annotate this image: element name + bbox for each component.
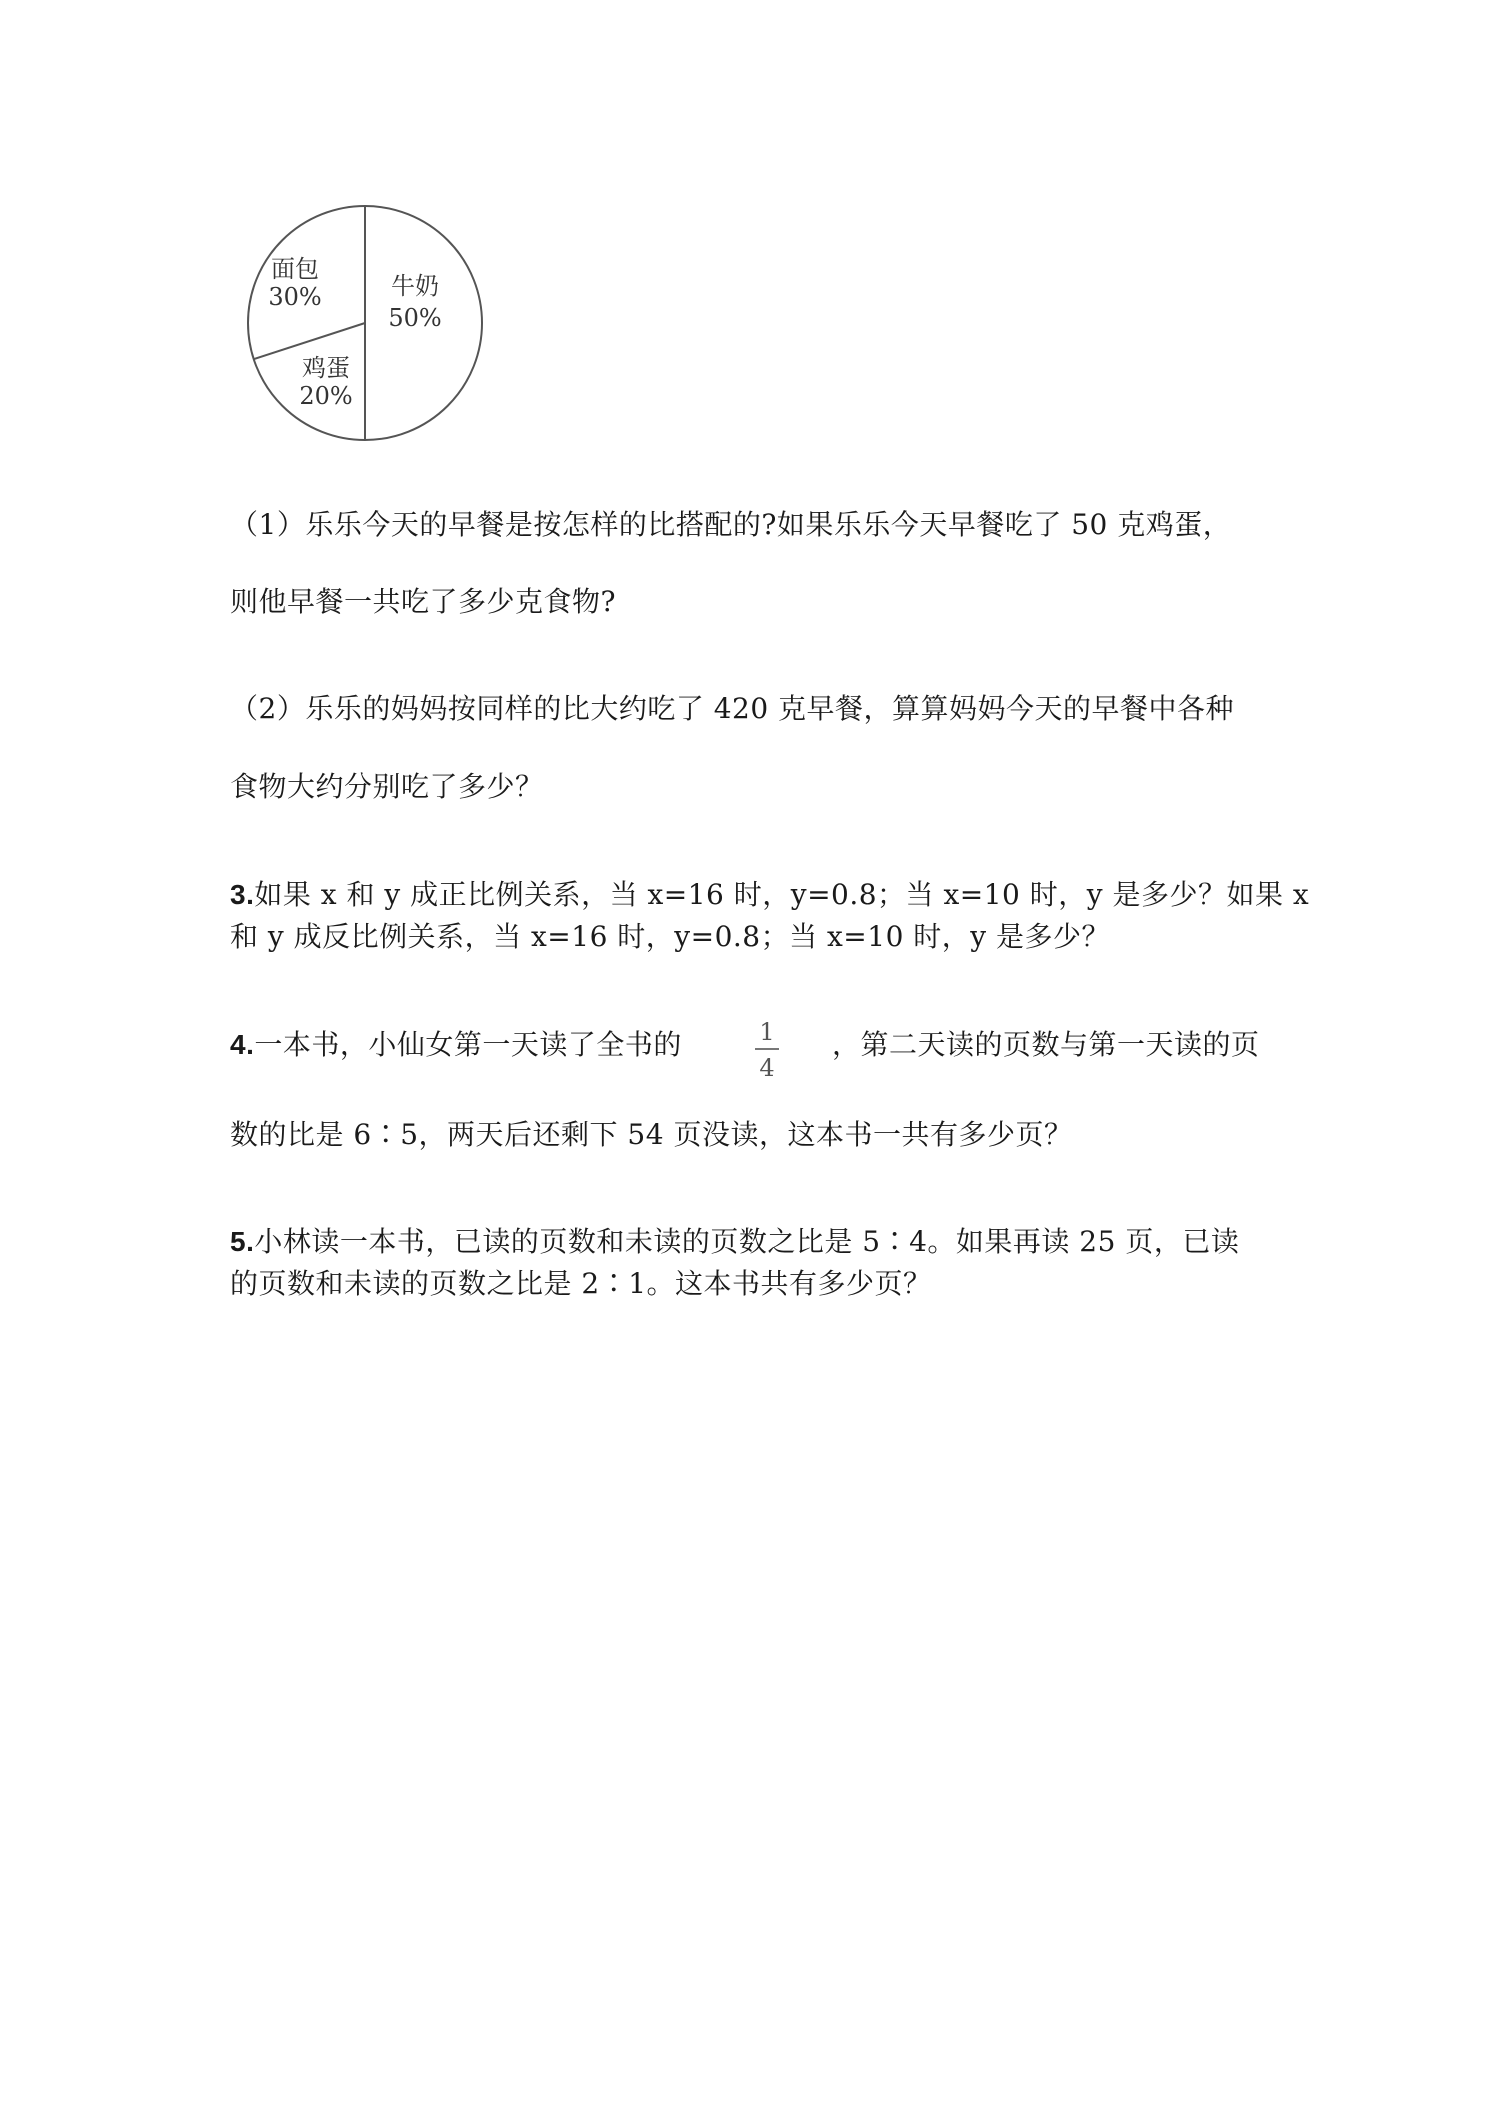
slice-value-bread: 30% [268,283,322,311]
q4-text-1: 一本书，小仙女第一天读了全书的 [254,1028,682,1061]
q5-line1 [230,1222,1239,1262]
q4-line2: 数的比是 6∶5，两天后还剩下 54 页没读，这本书一共有多少页？ [230,1118,1073,1151]
sub2-line1: （2）乐乐的妈妈按同样的比大约吃了 420 克早餐，算算妈妈今天的早餐中各种 [230,692,1235,725]
fraction-numerator: 1 [759,1018,775,1046]
q3-number: 3. [230,879,255,910]
fraction-denominator: 4 [759,1054,775,1082]
breakfast-pie-chart [240,198,490,448]
q5-line2: 的页数和未读的页数之比是 2∶1。这本书共有多少页？ [230,1267,932,1300]
q3-line2: 和 y 成反比例关系，当 x=16 时，y=0.8；当 x=10 时，y 是多少？ [230,920,1111,953]
q3-line1 [230,875,1309,915]
q4-line1-start [230,1025,682,1065]
sub2-line2: 食物大约分别吃了多少？ [230,770,544,803]
sub1-line2: 则他早餐一共吃了多少克食物? [230,585,617,618]
fraction-bar [755,1048,779,1050]
slice-label-bread: 面包 [271,255,319,283]
fraction-one-quarter [752,1017,782,1083]
slice-value-milk: 50% [388,304,442,332]
q4-number: 4. [230,1029,255,1060]
q5-text-1: 小林读一本书，已读的页数和未读的页数之比是 5∶4。如果再读 25 页，已读 [254,1225,1240,1258]
sub1-line1: （1）乐乐今天的早餐是按怎样的比搭配的?如果乐乐今天早餐吃了 50 克鸡蛋， [230,508,1232,541]
slice-label-egg: 鸡蛋 [302,354,350,382]
q3-text-1: 如果 x 和 y 成正比例关系，当 x=16 时，y=0.8；当 x=10 时，y 是多少？如果 x [254,878,1310,911]
slice-label-milk: 牛奶 [391,272,439,300]
slice-value-egg: 20% [299,382,353,410]
q5-number: 5. [230,1226,255,1257]
q4-line1-end: ，第二天读的页数与第一天读的页 [832,1028,1260,1061]
